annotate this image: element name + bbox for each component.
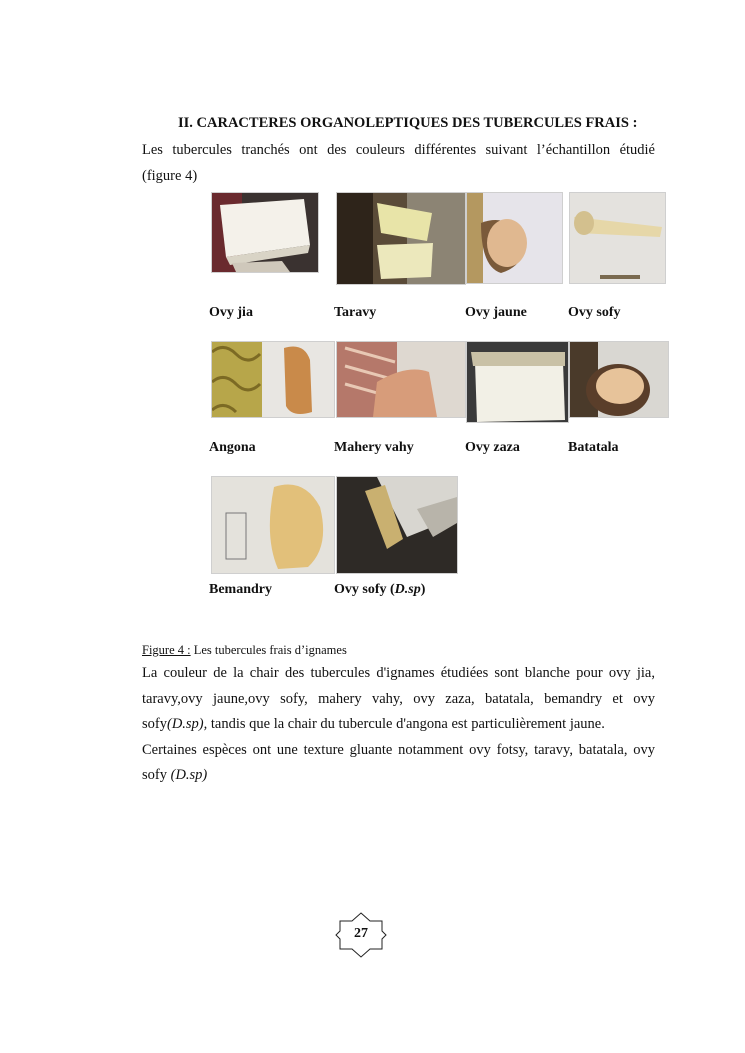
- photo-ovy-jia: [211, 192, 319, 273]
- body-paragraph: [142, 661, 655, 789]
- photo-ovy-sofy-dsp: [336, 476, 458, 574]
- photo-bemandry: [211, 476, 335, 574]
- label-ovy-zaza: Ovy zaza: [465, 440, 520, 455]
- body-line-3: [142, 712, 655, 738]
- photo-taravy: [336, 192, 466, 285]
- body-line-3-b: (D.sp),: [166, 716, 208, 732]
- photo-ovy-sofy: [569, 192, 666, 284]
- intro-line-2: (figure 4): [142, 167, 198, 184]
- page-number: 27: [354, 926, 368, 941]
- label-ovy-jaune: Ovy jaune: [465, 305, 527, 320]
- photo-batatala: [569, 341, 669, 418]
- label-ovy-sofy-dsp: [334, 582, 425, 598]
- photo-ovy-jaune: [466, 192, 563, 284]
- label-ovy-sofy-dsp-species: D.sp: [394, 582, 421, 597]
- label-ovy-sofy-dsp-prefix: Ovy sofy (: [334, 582, 395, 597]
- intro-line-1: Les tubercules tranchés ont des couleurs différentes suivant l’échantillon étudié: [142, 142, 655, 158]
- label-angona: Angona: [209, 440, 256, 455]
- label-ovy-sofy: Ovy sofy: [568, 305, 621, 320]
- body-line-5-a: sofy: [142, 767, 171, 783]
- photo-angona: [211, 341, 335, 418]
- figure-caption: [142, 643, 347, 658]
- label-bemandry: Bemandry: [209, 582, 272, 597]
- body-line-1: La couleur de la chair des tubercules d'ignames étudiées sont blanche pour ovy jia,: [142, 665, 655, 681]
- label-taravy: Taravy: [334, 305, 377, 320]
- section-heading: II. CARACTERES ORGANOLEPTIQUES DES TUBERCULES FRAIS :: [178, 115, 638, 131]
- body-line-4: Certaines espèces ont une texture gluante notamment ovy fotsy, taravy, batatala, ovy: [142, 741, 655, 758]
- label-batatala: Batatala: [568, 440, 619, 455]
- intro-paragraph: [142, 138, 655, 189]
- photo-ovy-zaza: [466, 341, 569, 423]
- label-ovy-jia: Ovy jia: [209, 305, 253, 320]
- label-mahery-vahy: Mahery vahy: [334, 440, 414, 455]
- body-line-3-c: tandis que la chair du tubercule d'angona est particulièrement jaune.: [207, 716, 605, 732]
- photo-mahery-vahy: [336, 341, 466, 418]
- body-line-2: taravy,ovy jaune,ovy sofy, mahery vahy, ovy zaza, batatala, bemandry et ovy: [142, 690, 655, 707]
- body-line-3-a: sofy: [142, 716, 167, 732]
- body-line-5: [142, 763, 655, 789]
- body-line-5-b: (D.sp): [170, 767, 208, 783]
- label-ovy-sofy-dsp-suffix: ): [420, 582, 426, 597]
- figure-caption-number: Figure 4 :: [142, 643, 191, 657]
- figure-caption-text: Les tubercules frais d’ignames: [190, 643, 347, 657]
